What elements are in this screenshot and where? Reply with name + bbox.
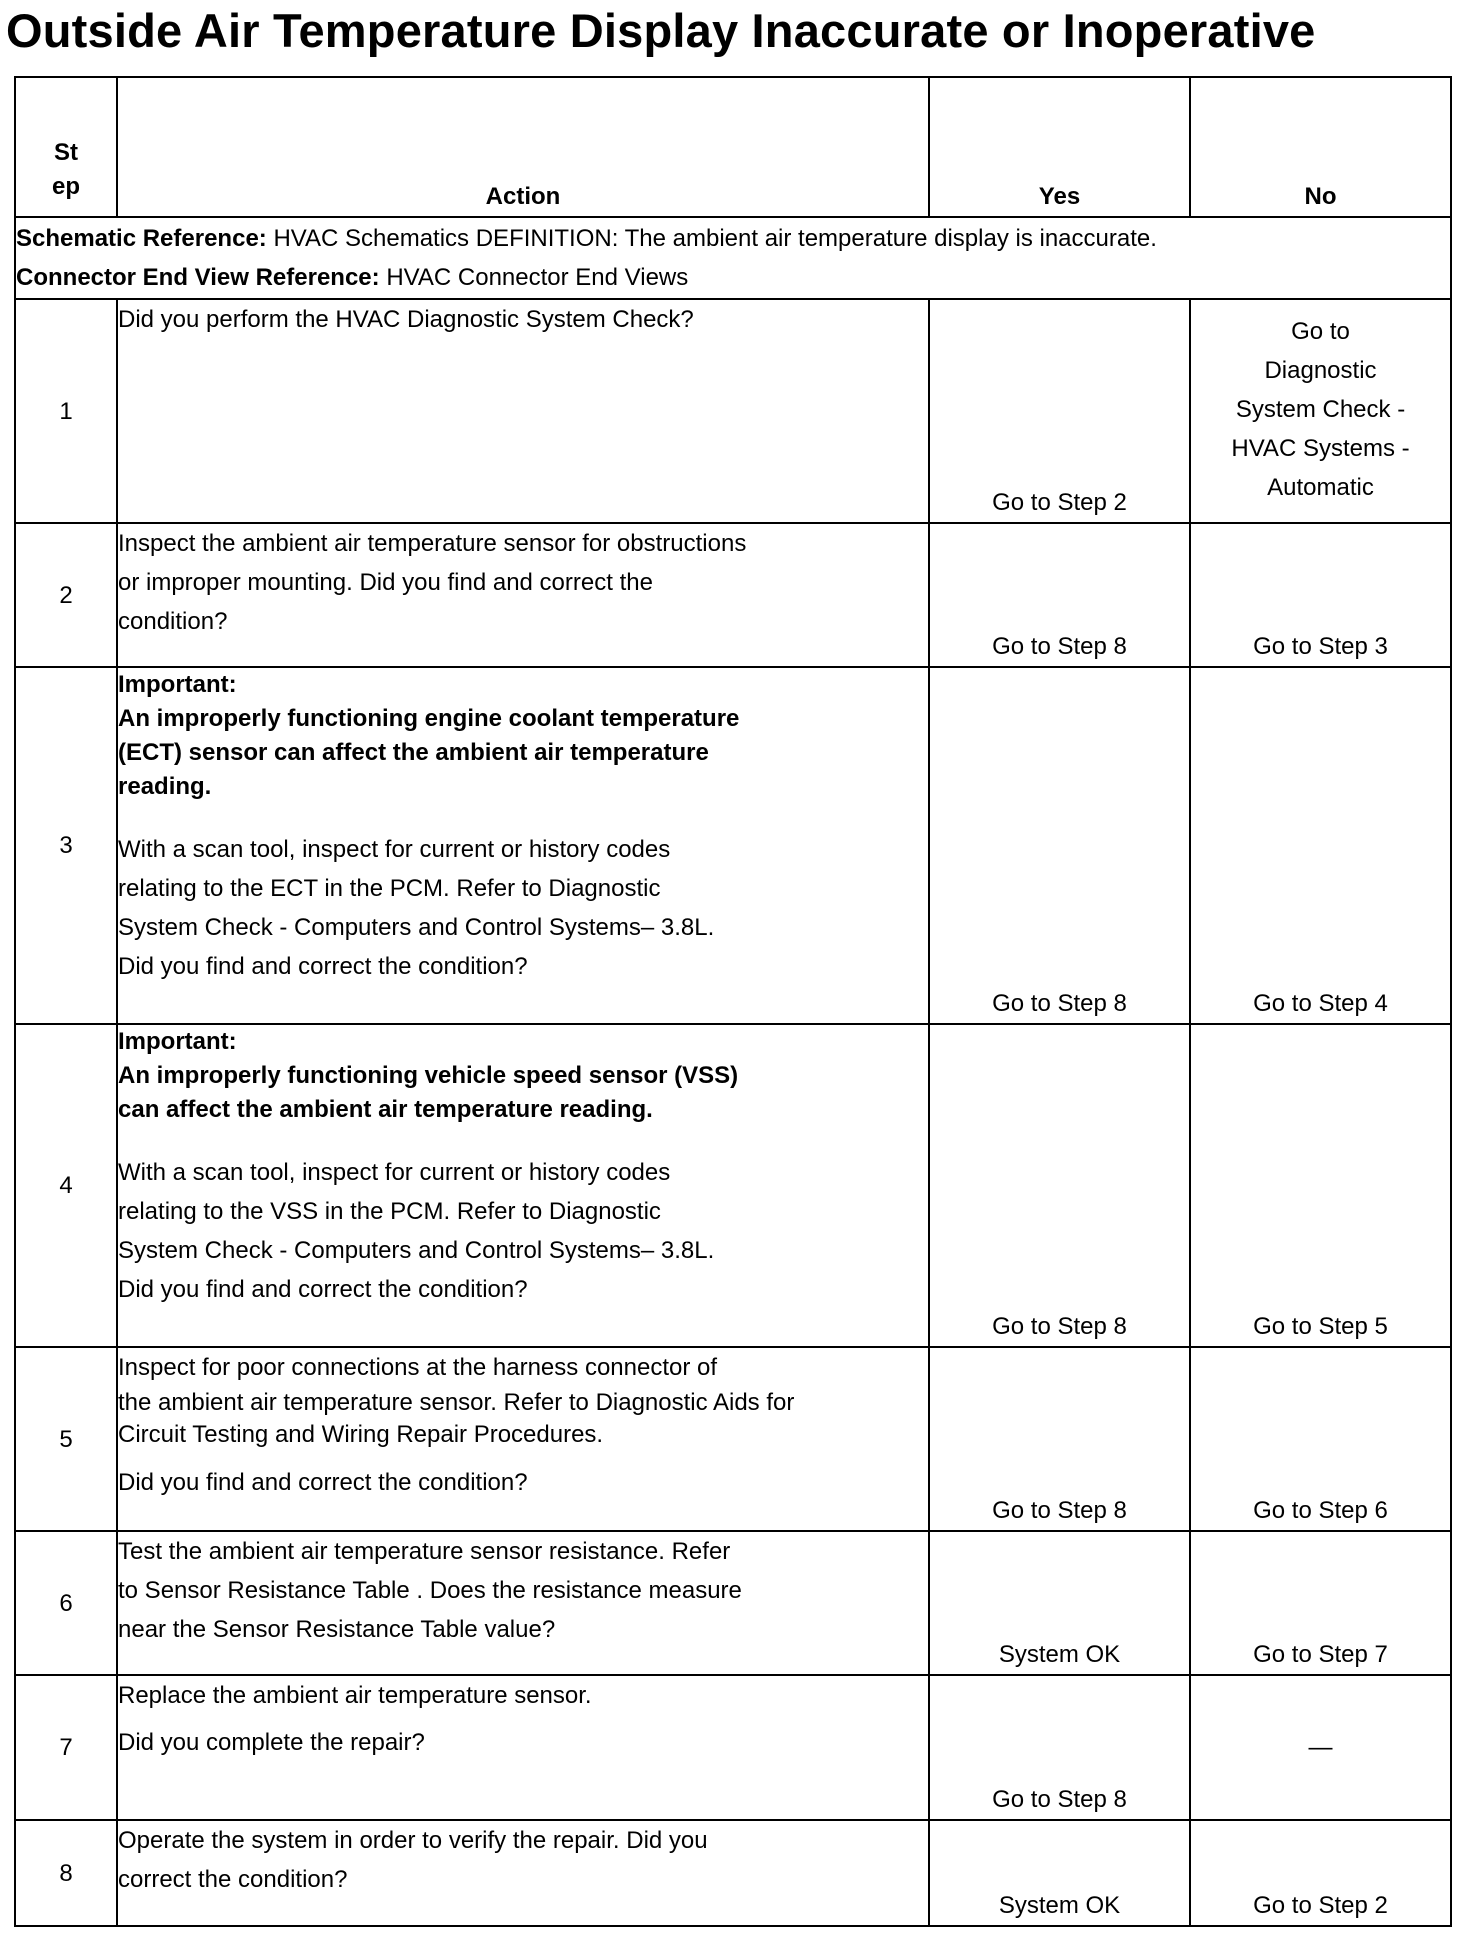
important-line: can affect the ambient air temperature reading.	[118, 1096, 653, 1123]
yes-cell: Go to Step 8	[929, 667, 1190, 1024]
no-line: Go to	[1291, 318, 1350, 345]
step-number: 8	[15, 1820, 117, 1926]
important-label: Important:	[118, 671, 237, 698]
action-line: Inspect for poor connections at the harness connector of	[118, 1354, 718, 1381]
table-row-step-7	[15, 1675, 1451, 1820]
yes-cell: System OK	[929, 1531, 1190, 1675]
action-line: Did you find and correct the condition?	[118, 1276, 528, 1303]
no-cell	[1190, 299, 1451, 523]
no-cell: Go to Step 5	[1190, 1024, 1451, 1347]
reference-cell	[15, 217, 1451, 299]
column-header-action: Action	[117, 77, 929, 217]
step-header-line-2: ep	[51, 173, 80, 200]
action-cell	[117, 1024, 929, 1347]
no-line: System Check -	[1235, 396, 1406, 423]
table-row-step-3	[15, 667, 1451, 1024]
action-line: Inspect the ambient air temperature sensor for obstructions	[118, 530, 747, 557]
connector-reference-label: Connector End View Reference:	[16, 264, 380, 291]
no-cell: Go to Step 7	[1190, 1531, 1451, 1675]
action-line: Replace the ambient air temperature sensor.	[118, 1682, 592, 1709]
no-cell: Go to Step 4	[1190, 667, 1451, 1024]
table-row-step-6	[15, 1531, 1451, 1675]
schematic-reference	[16, 219, 1450, 258]
step-header-line-1: St	[54, 139, 78, 166]
action-line: Did you complete the repair?	[118, 1729, 425, 1756]
action-cell	[117, 299, 929, 523]
action-line: or improper mounting. Did you find and correct the	[118, 569, 653, 596]
connector-reference-text: HVAC Connector End Views	[379, 264, 689, 291]
action-line: System Check - Computers and Control Systems– 3.8L.	[118, 1237, 715, 1264]
important-line: reading.	[118, 773, 212, 800]
action-cell	[117, 1347, 929, 1531]
action-line: Operate the system in order to verify the repair. Did you	[118, 1827, 708, 1854]
action-line: the ambient air temperature sensor. Refer to Diagnostic Aids for	[118, 1389, 795, 1416]
step-number: 1	[15, 299, 117, 523]
action-line: Circuit Testing and Wiring Repair Procedures.	[118, 1421, 604, 1448]
table-row-step-5	[15, 1347, 1451, 1531]
column-header-no: No	[1190, 77, 1451, 217]
schematic-reference-text: HVAC Schematics DEFINITION: The ambient air temperature display is inaccurate.	[266, 225, 1157, 252]
action-line: System Check - Computers and Control Systems– 3.8L.	[118, 914, 715, 941]
table-row-step-2	[15, 523, 1451, 667]
yes-cell: Go to Step 8	[929, 1675, 1190, 1820]
spacer	[118, 804, 928, 830]
action-line: correct the condition?	[118, 1866, 348, 1893]
action-line: condition?	[118, 608, 228, 635]
action-line: Did you find and correct the condition?	[118, 1469, 528, 1496]
action-cell	[117, 1675, 929, 1820]
yes-cell: Go to Step 2	[929, 299, 1190, 523]
step-number: 6	[15, 1531, 117, 1675]
action-cell	[117, 523, 929, 667]
action-line: With a scan tool, inspect for current or history codes	[118, 836, 671, 863]
important-line: (ECT) sensor can affect the ambient air temperature	[118, 739, 709, 766]
action-line: relating to the ECT in the PCM. Refer to Diagnostic	[118, 875, 661, 902]
action-line: Test the ambient air temperature sensor resistance. Refer	[118, 1538, 731, 1565]
table-header-row	[15, 77, 1451, 217]
table-row-step-8	[15, 1820, 1451, 1926]
no-line: HVAC Systems -	[1231, 435, 1410, 462]
important-line: An improperly functioning vehicle speed sensor (VSS)	[118, 1062, 739, 1089]
spacer	[118, 1127, 928, 1153]
action-line: relating to the VSS in the PCM. Refer to Diagnostic	[118, 1198, 661, 1225]
reference-row	[15, 217, 1451, 299]
important-label: Important:	[118, 1028, 237, 1055]
no-cell: —	[1190, 1675, 1451, 1820]
step-number: 4	[15, 1024, 117, 1347]
yes-cell: Go to Step 8	[929, 1024, 1190, 1347]
step-number: 7	[15, 1675, 117, 1820]
table-row-step-1	[15, 299, 1451, 523]
action-line: Did you perform the HVAC Diagnostic System Check?	[118, 306, 694, 333]
action-line: Did you find and correct the condition?	[118, 953, 528, 980]
column-header-step	[15, 77, 117, 217]
step-number: 2	[15, 523, 117, 667]
no-cell: Go to Step 2	[1190, 1820, 1451, 1926]
action-line: to Sensor Resistance Table . Does the resistance measure	[118, 1577, 742, 1604]
action-cell	[117, 667, 929, 1024]
table-row-step-4	[15, 1024, 1451, 1347]
no-line: Automatic	[1267, 474, 1374, 501]
page-title: Outside Air Temperature Display Inaccurate or Inoperative	[6, 4, 1316, 57]
no-cell: Go to Step 6	[1190, 1347, 1451, 1531]
step-number: 5	[15, 1347, 117, 1531]
no-line: Diagnostic	[1264, 357, 1377, 384]
no-cell: Go to Step 3	[1190, 523, 1451, 667]
diagnostic-table	[14, 76, 1452, 1927]
action-cell	[117, 1531, 929, 1675]
yes-cell: Go to Step 8	[929, 523, 1190, 667]
action-line: With a scan tool, inspect for current or history codes	[118, 1159, 671, 1186]
column-header-yes: Yes	[929, 77, 1190, 217]
schematic-reference-label: Schematic Reference:	[16, 225, 267, 252]
important-line: An improperly functioning engine coolant temperature	[118, 705, 740, 732]
connector-reference	[16, 258, 1450, 297]
action-cell	[117, 1820, 929, 1926]
yes-cell: System OK	[929, 1820, 1190, 1926]
action-line: near the Sensor Resistance Table value?	[118, 1616, 556, 1643]
yes-cell: Go to Step 8	[929, 1347, 1190, 1531]
step-number: 3	[15, 667, 117, 1024]
